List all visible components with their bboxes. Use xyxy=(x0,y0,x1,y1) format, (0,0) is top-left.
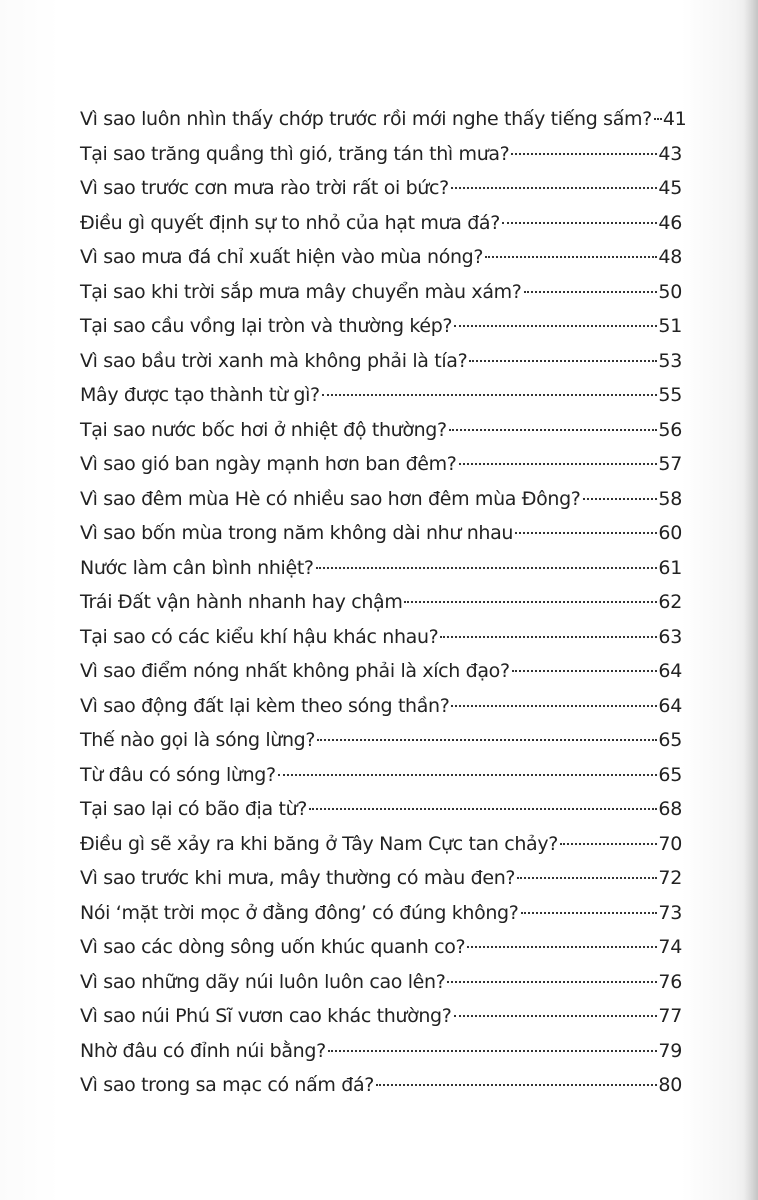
toc-entry xyxy=(80,102,687,137)
toc-entry-title: Mây được tạo thành từ gì? xyxy=(80,384,320,406)
toc-entry-title: Điều gì quyết định sự to nhỏ của hạt mưa đá? xyxy=(80,211,500,234)
toc-entry-page: 72 xyxy=(658,867,682,889)
toc-entry-title: Vì sao đêm mùa Hè có nhiều sao hơn đêm mùa Đông? xyxy=(80,487,581,510)
toc-entry xyxy=(80,585,682,620)
toc-entry xyxy=(80,378,682,413)
dot-leader xyxy=(447,981,657,983)
toc-entry-page: 64 xyxy=(658,694,682,717)
toc-entry-title: Tại sao cầu vồng lại tròn và thường kép? xyxy=(80,315,453,337)
dot-leader xyxy=(515,532,657,534)
toc-entry-page: 65 xyxy=(658,763,682,786)
toc-entry-page: 55 xyxy=(658,384,682,406)
toc-entry-title: Nhờ đâu có đỉnh núi bằng? xyxy=(80,1039,326,1062)
toc-entry-page: 77 xyxy=(658,1005,682,1027)
dot-leader xyxy=(451,705,657,707)
toc-entry-title: Tại sao khi trời sắp mưa mây chuyển màu xám? xyxy=(80,280,522,303)
table-of-contents xyxy=(80,102,687,1103)
toc-entry xyxy=(80,413,682,448)
dot-leader xyxy=(517,877,657,879)
toc-entry-page: 41 xyxy=(662,108,687,130)
toc-entry-title: Vì sao bốn mùa trong năm không dài như nhau xyxy=(80,522,514,544)
toc-entry-title: Vì sao luôn nhìn thấy chớp trước rồi mới nghe thấy tiếng sấm? xyxy=(80,108,652,130)
toc-entry-page: 65 xyxy=(658,729,682,751)
toc-entry xyxy=(80,206,682,241)
toc-entry xyxy=(80,758,682,793)
dot-leader xyxy=(469,360,657,362)
toc-entry xyxy=(80,1068,682,1103)
dot-leader xyxy=(322,394,658,396)
toc-entry-title: Vì sao mưa đá chỉ xuất hiện vào mùa nóng? xyxy=(80,246,484,268)
toc-entry-page: 63 xyxy=(658,625,682,648)
toc-entry xyxy=(80,309,682,344)
toc-entry-title: Tại sao trăng quầng thì gió, trăng tán thì mưa? xyxy=(80,142,510,165)
toc-entry-title: Vì sao trước cơn mưa rào trời rất oi bức? xyxy=(80,177,449,199)
toc-entry-page: 80 xyxy=(658,1074,682,1096)
page-edge-shadow xyxy=(744,0,758,1200)
toc-entry-page: 68 xyxy=(658,798,682,820)
dot-leader xyxy=(521,912,658,914)
toc-entry-title: Nước làm cân bình nhiệt? xyxy=(80,556,314,579)
toc-entry-page: 79 xyxy=(658,1039,682,1062)
toc-entry xyxy=(80,171,682,206)
dot-leader xyxy=(317,739,657,741)
toc-entry-title: Trái Đất vận hành nhanh hay chậm xyxy=(80,591,403,613)
dot-leader xyxy=(524,291,658,293)
dot-leader xyxy=(328,1050,658,1052)
toc-entry-title: Vì sao trước khi mưa, mây thường có màu đen? xyxy=(80,867,516,889)
toc-entry xyxy=(80,516,682,551)
toc-entry xyxy=(80,792,682,827)
toc-entry-page: 57 xyxy=(658,453,682,475)
toc-entry-title: Từ đâu có sóng lừng? xyxy=(80,763,276,786)
toc-entry-title: Vì sao gió ban ngày mạnh hơn ban đêm? xyxy=(80,453,457,475)
toc-entry-title: Vì sao bầu trời xanh mà không phải là tía? xyxy=(80,349,468,372)
toc-entry xyxy=(80,620,682,655)
toc-entry-title: Tại sao nước bốc hơi ở nhiệt độ thường? xyxy=(80,418,447,441)
toc-entry xyxy=(80,896,682,931)
toc-entry xyxy=(80,447,682,482)
toc-entry-page: 73 xyxy=(658,901,682,924)
toc-entry-title: Vì sao núi Phú Sĩ vươn cao khác thường? xyxy=(80,1005,452,1027)
toc-entry-page: 51 xyxy=(658,315,682,337)
toc-entry xyxy=(80,275,682,310)
toc-entry-page: 76 xyxy=(658,970,682,993)
dot-leader xyxy=(376,1084,657,1086)
dot-leader xyxy=(440,636,657,638)
dot-leader xyxy=(467,946,657,948)
toc-entry xyxy=(80,482,682,517)
toc-entry xyxy=(80,551,682,586)
toc-entry xyxy=(80,930,682,965)
toc-entry xyxy=(80,861,682,896)
dot-leader xyxy=(485,256,657,258)
toc-entry-title: Điều gì sẽ xảy ra khi băng ở Tây Nam Cực tan chảy? xyxy=(80,832,558,855)
dot-leader xyxy=(309,808,657,810)
toc-entry-page: 62 xyxy=(658,591,682,613)
toc-entry-title: Vì sao điểm nóng nhất không phải là xích đạo? xyxy=(80,660,510,682)
dot-leader xyxy=(459,463,658,465)
dot-leader xyxy=(512,670,658,672)
toc-entry-page: 60 xyxy=(658,522,682,544)
dot-leader xyxy=(654,118,662,120)
toc-entry xyxy=(80,240,682,275)
toc-entry-page: 43 xyxy=(658,142,682,165)
dot-leader xyxy=(316,567,658,569)
toc-entry-title: Vì sao các dòng sông uốn khúc quanh co? xyxy=(80,936,466,958)
dot-leader xyxy=(449,429,658,431)
toc-entry-page: 53 xyxy=(658,349,682,372)
dot-leader xyxy=(454,1015,658,1017)
dot-leader xyxy=(404,601,657,603)
toc-entry-page: 70 xyxy=(658,832,682,855)
toc-entry-page: 48 xyxy=(658,246,682,268)
toc-entry-title: Vì sao động đất lại kèm theo sóng thần? xyxy=(80,694,450,717)
dot-leader xyxy=(278,774,658,776)
toc-entry-page: 64 xyxy=(658,660,682,682)
dot-leader xyxy=(583,498,658,500)
toc-entry-title: Thế nào gọi là sóng lừng? xyxy=(80,729,316,751)
dot-leader xyxy=(511,153,657,155)
dot-leader xyxy=(451,187,658,189)
toc-entry-page: 45 xyxy=(658,177,682,199)
toc-entry-page: 50 xyxy=(658,280,682,303)
toc-entry-page: 46 xyxy=(658,211,682,234)
toc-entry-page: 56 xyxy=(658,418,682,441)
dot-leader xyxy=(502,222,657,224)
toc-entry-page: 74 xyxy=(658,936,682,958)
toc-entry xyxy=(80,654,682,689)
toc-entry-page: 58 xyxy=(658,487,682,510)
toc-entry xyxy=(80,723,682,758)
toc-entry-title: Tại sao có các kiểu khí hậu khác nhau? xyxy=(80,625,439,648)
toc-entry-page: 61 xyxy=(658,556,682,579)
toc-entry xyxy=(80,344,682,379)
toc-entry-title: Vì sao những dãy núi luôn luôn cao lên? xyxy=(80,970,446,993)
dot-leader xyxy=(560,843,657,845)
toc-entry xyxy=(80,1034,682,1069)
toc-entry xyxy=(80,689,682,724)
toc-entry-title: Vì sao trong sa mạc có nấm đá? xyxy=(80,1074,374,1096)
toc-entry-title: Tại sao lại có bão địa từ? xyxy=(80,798,307,820)
toc-entry xyxy=(80,827,682,862)
toc-entry xyxy=(80,999,682,1034)
toc-entry xyxy=(80,965,682,1000)
toc-entry-title: Nói ‘mặt trời mọc ở đằng đông’ có đúng không? xyxy=(80,901,519,924)
dot-leader xyxy=(454,325,657,327)
toc-entry xyxy=(80,137,682,172)
